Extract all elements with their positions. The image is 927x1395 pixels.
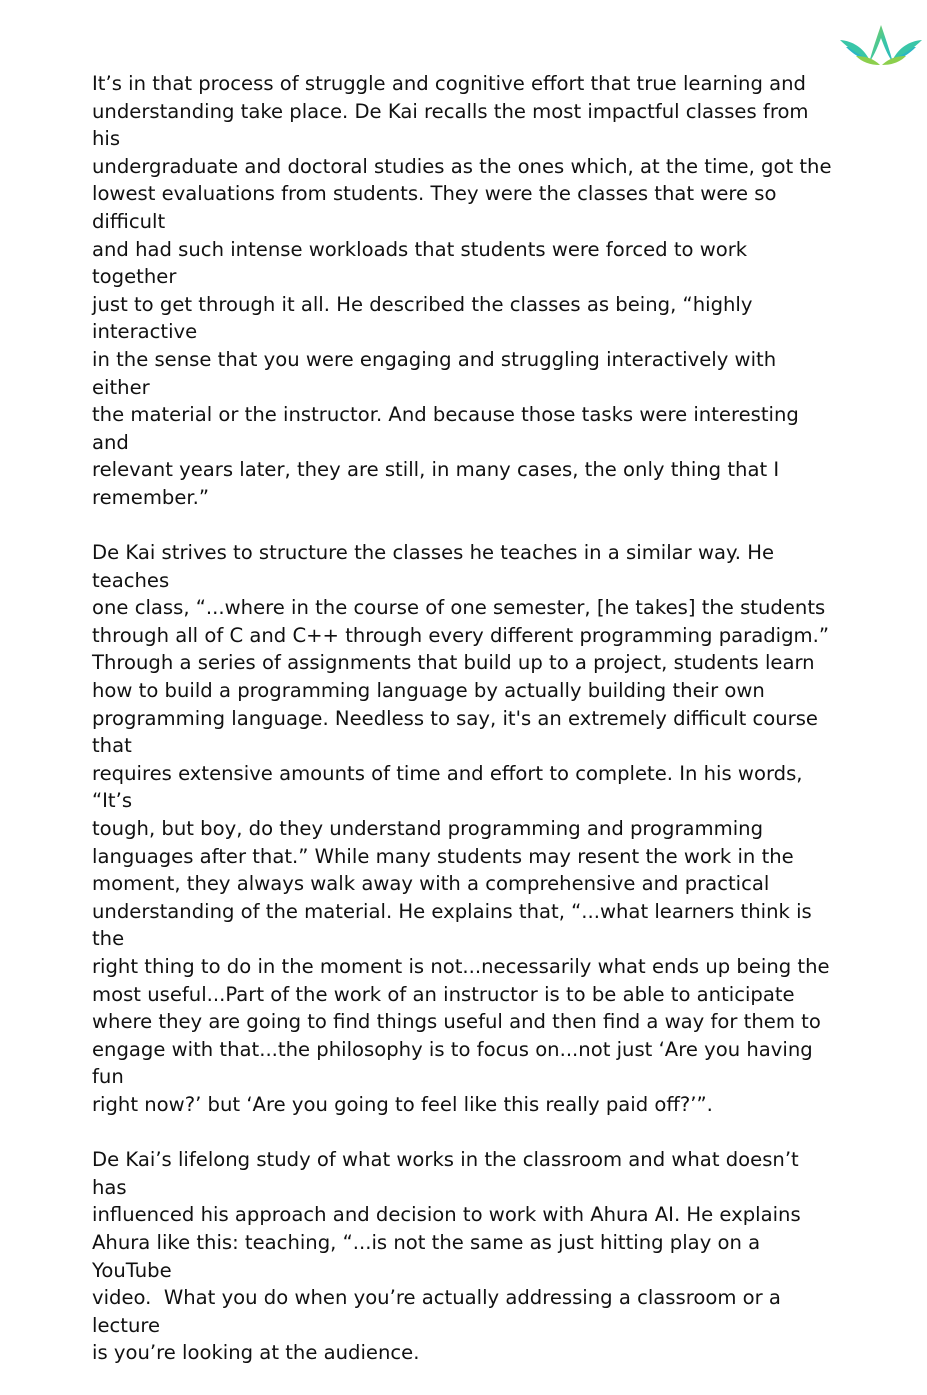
paragraph-3: De Kai’s lifelong study of what works in the classroom and what doesn’t has influenced his approach and decision to work with Ahura AI. He explains Ahura like this: teaching, “...is not the same as just hitting play on a YouTube video. What you do when you’re actually addressing a classroom or a lecture is you’re looking at the audience. xyxy=(92,1148,801,1365)
paragraph-1: It’s in that process of struggle and cognitive effort that true learning and understanding take place. De Kai recalls the most impactful classes from his undergraduate and doctoral studies as the ones which, at the time, got the lowest evaluations from students. They were the classes that were so difficult and had such intense workloads that students were forced to work together just to get through it all. He described the classes as being, “highly interactive in the sense that you were engaging and struggling interactively with either the material or the instructor. And because those tasks were interesting and relevant years later, they are still, in many cases, the only thing that I remember.” xyxy=(92,72,832,509)
article-body xyxy=(92,70,834,1395)
lotus-leaf-icon xyxy=(836,20,926,72)
paragraph-2: De Kai strives to structure the classes he teaches in a similar way. He teaches one class, “...where in the course of one semester, [he takes] the students through all of C and C++ through every different programming paradigm.” Through a series of assignments that build up to a project, students learn how to build a programming language by actually building their own programming language. Needless to say, it's an extremely difficult course that requires extensive amounts of time and effort to complete. In his words, “It’s tough, but boy, do they understand programming and programming languages after that.” While many students may resent the work in the moment, they always walk away with a comprehensive and practical understanding of the material. He explains that, “...what learners think is the right thing to do in the moment is not...necessarily what ends up being the most useful...Part of the work of an instructor is to be able to anticipate where they are going to find things useful and then find a way for them to engage with that...the philosophy is to focus on...not just ‘Are you having fun right now?’ but ‘Are you going to feel like this really paid off?’”. xyxy=(92,541,830,1116)
